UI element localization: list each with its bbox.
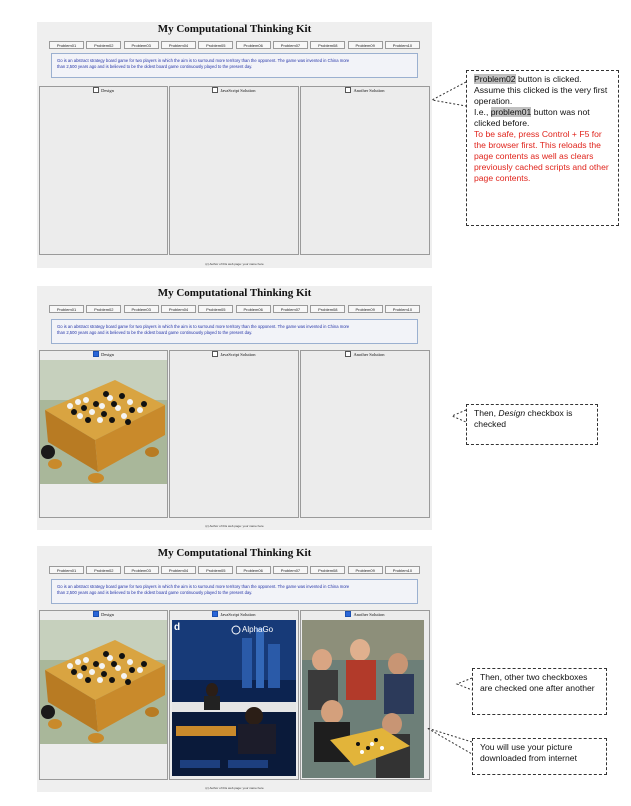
page-footer: (c) Author of this web page: your name here	[205, 262, 264, 266]
problem06-button[interactable]: Problem06	[236, 566, 271, 574]
problem06-button[interactable]: Problem06	[236, 41, 271, 49]
problem01-button[interactable]: Problem01	[49, 566, 84, 574]
description-line: Go is an abstract strategy board game for two players in which the aim is to surround more territory than the opponent. The game was invented in China more	[57, 58, 350, 63]
description-line: than 2,500 years ago and is believed to be the oldest board game continuously played to the present day.	[57, 330, 253, 335]
problem08-button[interactable]: Problem08	[310, 41, 345, 49]
problem03-button[interactable]: Problem03	[124, 566, 159, 574]
problem10-button[interactable]: Problem10	[385, 566, 420, 574]
page-title: My Computational Thinking Kit	[157, 23, 312, 35]
problem07-button[interactable]: Problem07	[273, 566, 308, 574]
problem02-button[interactable]: Problem02	[86, 305, 121, 313]
another-solution-label: Another Solution	[353, 612, 385, 618]
callout-step3	[472, 668, 607, 715]
callout-step2	[466, 404, 598, 445]
problem04-button[interactable]: Problem04	[161, 305, 196, 313]
description-line: than 2,500 years ago and is believed to be the oldest board game continuously played to the present day.	[57, 64, 253, 69]
description-line: Go is an abstract strategy board game for two players in which the aim is to surround more territory than the opponent. The game was invented in China more	[57, 324, 350, 329]
problem01-button[interactable]: Problem01	[49, 305, 84, 313]
callout-emphasis: Design	[498, 408, 526, 418]
page-title: My Computational Thinking Kit	[157, 287, 312, 299]
svg-text:d: d	[174, 622, 181, 633]
problem08-button[interactable]: Problem08	[310, 566, 345, 574]
callout-text: Assume this clicked is the very first operation.	[474, 85, 608, 106]
callout-text: I.e.,	[474, 107, 491, 117]
callout-text: You will use your picture downloaded from internet	[480, 742, 577, 763]
problem02-button[interactable]: Problem02	[86, 41, 121, 49]
problem03-button[interactable]: Problem03	[124, 41, 159, 49]
design-label: Design	[101, 88, 114, 94]
page-footer: (c) Author of this web page: your name here	[205, 524, 264, 528]
callout-step1	[466, 70, 619, 226]
problem05-button[interactable]: Problem05	[198, 305, 233, 313]
problem03-button[interactable]: Problem03	[124, 305, 159, 313]
page-footer: (c) Author of this web page: your name here	[205, 786, 264, 790]
callout-pointer	[457, 678, 472, 690]
problem01-highlight: problem01	[490, 107, 532, 117]
callout-step4	[472, 738, 607, 775]
another-solution-label: Another Solution	[353, 352, 385, 358]
callout-pointer	[427, 728, 472, 754]
callout-warning: To be safe, press Control + F5 for the browser first. This reloads the page contents as well as clears previously cached scripts and other page contents.	[474, 129, 609, 183]
description-line: than 2,500 years ago and is believed to be the oldest board game continuously played to the present day.	[57, 590, 253, 595]
problem07-button[interactable]: Problem07	[273, 41, 308, 49]
problem05-button[interactable]: Problem05	[198, 566, 233, 574]
problem05-button[interactable]: Problem05	[198, 41, 233, 49]
javascript-solution-label: JavaScript Solution	[220, 352, 256, 358]
callout-text: button is clicked.	[515, 74, 582, 84]
problem04-button[interactable]: Problem04	[161, 41, 196, 49]
description-line: Go is an abstract strategy board game for two players in which the aim is to surround more territory than the opponent. The game was invented in China more	[57, 584, 350, 589]
callout-pointer	[452, 410, 466, 422]
problem10-button[interactable]: Problem10	[385, 41, 420, 49]
problem04-button[interactable]: Problem04	[161, 566, 196, 574]
design-label: Design	[101, 352, 114, 358]
alphago-label: AlphaGo	[242, 625, 274, 634]
callout-text: checkbox is checked	[474, 408, 573, 429]
problem09-button[interactable]: Problem09	[348, 41, 383, 49]
javascript-solution-label: JavaScript Solution	[220, 88, 256, 94]
callout-text: Then,	[474, 408, 499, 418]
design-label: Design	[101, 612, 114, 618]
problem09-button[interactable]: Problem09	[348, 305, 383, 313]
page-title: My Computational Thinking Kit	[157, 547, 312, 559]
problem08-button[interactable]: Problem08	[310, 305, 345, 313]
another-solution-label: Another Solution	[353, 88, 385, 94]
callout-text: Then, other two checkboxes are checked one after another	[480, 672, 595, 693]
problem01-button[interactable]: Problem01	[49, 41, 84, 49]
problem07-button[interactable]: Problem07	[273, 305, 308, 313]
callout-pointer	[432, 82, 466, 106]
problem02-highlight: Problem02	[474, 74, 516, 84]
problem10-button[interactable]: Problem10	[385, 305, 420, 313]
javascript-solution-label: JavaScript Solution	[220, 612, 256, 618]
problem06-button[interactable]: Problem06	[236, 305, 271, 313]
problem09-button[interactable]: Problem09	[348, 566, 383, 574]
problem02-button[interactable]: Problem02	[86, 566, 121, 574]
callout-text: button was not clicked before.	[474, 107, 590, 128]
